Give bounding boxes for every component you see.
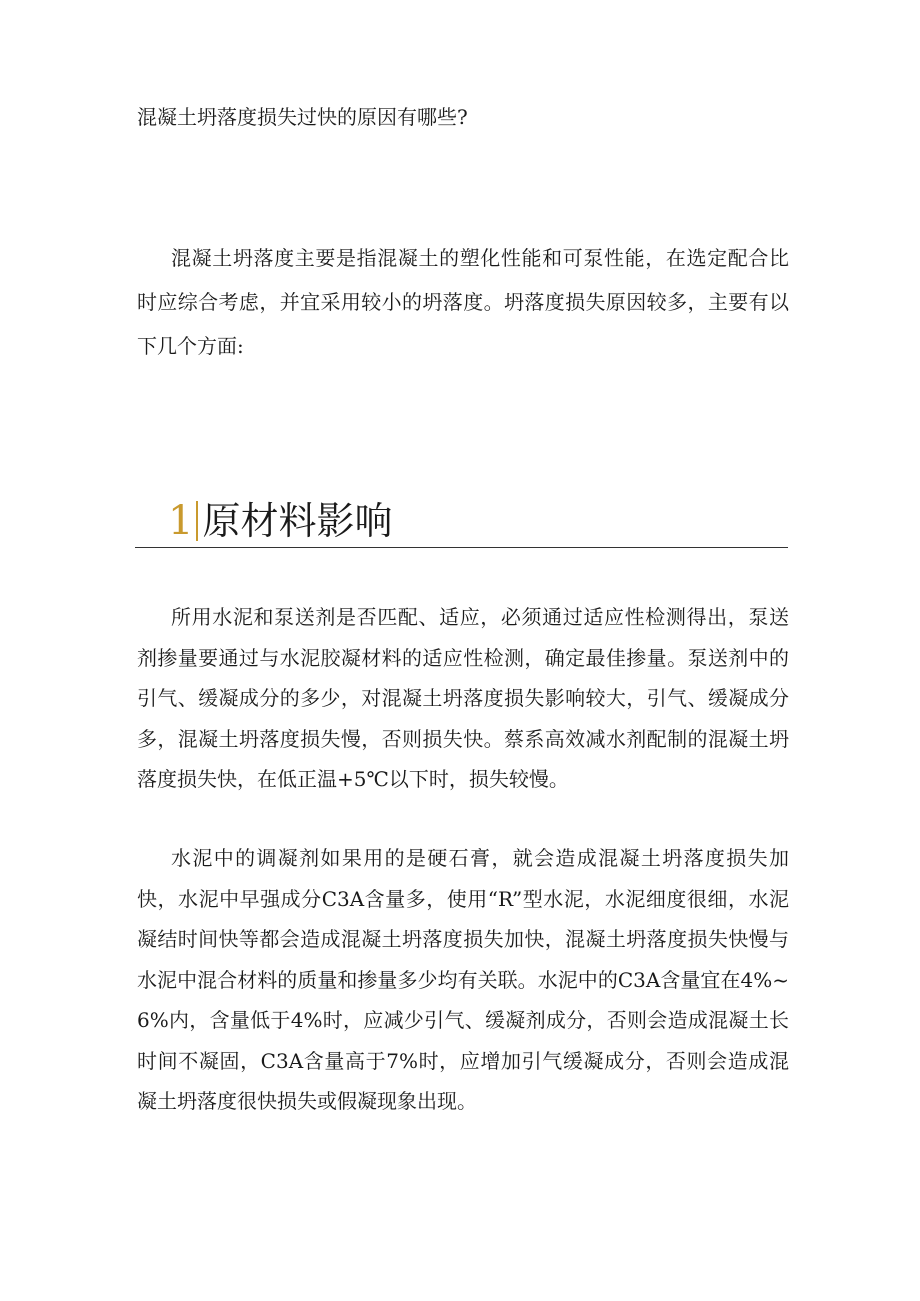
section-divider-bar (196, 501, 198, 541)
section-number: 1 (168, 498, 194, 544)
section-underline-rule (135, 547, 788, 548)
section-heading (168, 496, 392, 546)
section-title: 原材料影响 (202, 499, 393, 543)
intro-paragraph: 混凝土坍落度主要是指混凝土的塑化性能和可泵性能，在选定配合比时应综合考虑，并宜采用较小的坍落度。坍落度损失原因较多，主要有以下几个方面: (137, 246, 789, 358)
body-paragraph-2: 水泥中的调凝剂如果用的是硬石膏，就会造成混凝土坍落度损失加快，水泥中早强成分C3A含量多，使用“R”型水泥，水泥细度很细，水泥凝结时间快等都会造成混凝土坍落度损失加快，混凝土坍落度损失快慢与水泥中混合材料的质量和掺量多少均有关联。水泥中的C3A含量宜在4%~6%内，含量低于4%时，应减少引气、缓凝剂成分，否则会造成混凝土长时间不凝固，C3A含量高于7%时，应增加引气缓凝成分，否则会造成混凝土坍落度很快损失或假凝现象出现。 (137, 846, 789, 1113)
document-title: 混凝土坍落度损失过快的原因有哪些? (137, 105, 468, 129)
body-paragraph-1: 所用水泥和泵送剂是否匹配、适应，必须通过适应性检测得出，泵送剂掺量要通过与水泥胶凝材料的适应性检测，确定最佳掺量。泵送剂中的引气、缓凝成分的多少，对混凝土坍落度损失影响较大，引气、缓凝成分多，混凝土坍落度损失慢，否则损失快。蔡系高效减水剂配制的混凝土坍落度损失快，在低正温+5℃以下时，损失较慢。 (137, 605, 789, 791)
